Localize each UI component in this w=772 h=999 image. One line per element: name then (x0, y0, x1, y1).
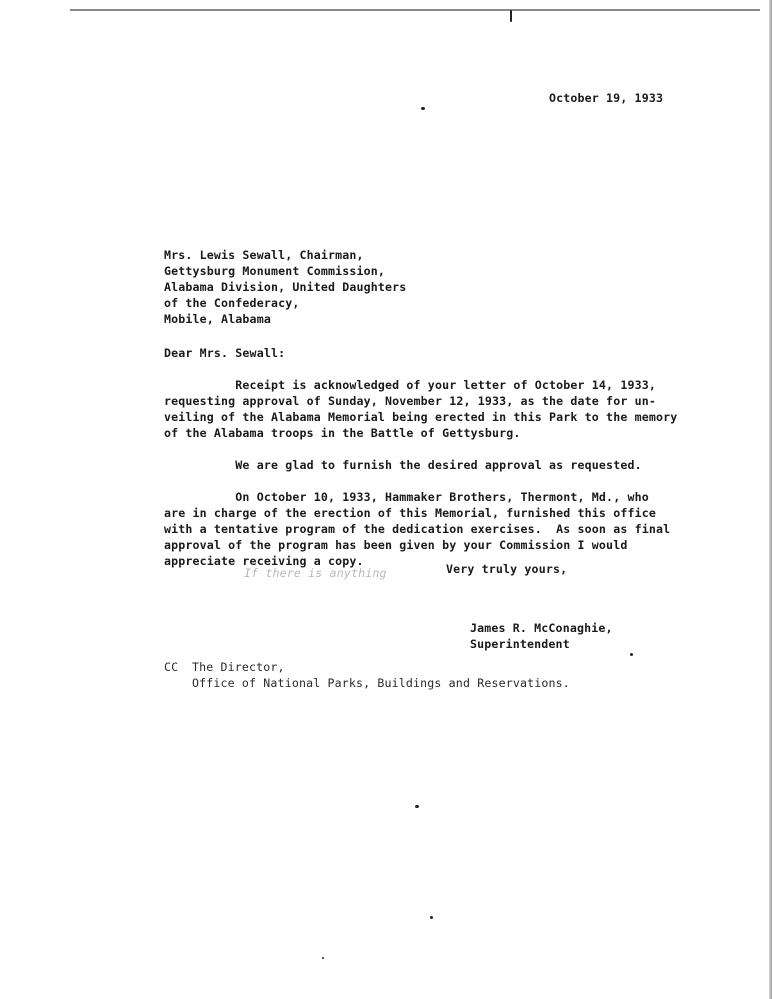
signer-title: Superintendent (470, 637, 570, 651)
scan-speck (510, 10, 512, 22)
scan-speck (421, 107, 425, 110)
salutation: Dear Mrs. Sewall: (164, 346, 286, 360)
body-line: Receipt is acknowledged of your letter of October 14, 1933, (164, 378, 656, 392)
body-line: are in charge of the erection of this Memorial, furnished this office (164, 506, 656, 520)
addressee-line: Gettysburg Monument Commission, (164, 264, 386, 278)
signer-name: James R. McConaghie, (470, 621, 613, 635)
body-line: approval of the program has been given by your Commission I would (164, 538, 628, 552)
page-edge-line (70, 9, 760, 11)
cc-line: The Director, (192, 660, 285, 674)
scan-speck (630, 653, 633, 656)
cc-label: CC (164, 660, 179, 674)
letter-date: October 19, 1933 (549, 91, 664, 105)
body-line: veiling of the Alabama Memorial being erected in this Park to the memory (164, 410, 678, 424)
body-line: requesting approval of Sunday, November 12, 1933, as the date for un- (164, 394, 656, 408)
scan-speck (415, 805, 419, 808)
addressee-line: of the Confederacy, (164, 296, 300, 310)
body-line: of the Alabama troops in the Battle of Gettysburg. (164, 426, 521, 440)
body-line: On October 10, 1933, Hammaker Brothers, Thermont, Md., who (164, 490, 649, 504)
addressee-line: Mobile, Alabama (164, 312, 271, 326)
show-through-text: If there is anything (244, 566, 387, 580)
addressee-line: Alabama Division, United Daughters (164, 280, 407, 294)
scan-speck (430, 916, 433, 919)
cc-line: Office of National Parks, Buildings and Reservations. (192, 676, 570, 690)
body-line: We are glad to furnish the desired approval as requested. (164, 458, 642, 472)
body-line: with a tentative program of the dedication exercises. As soon as final (164, 522, 671, 536)
body-line: appreciate receiving a copy. (164, 554, 364, 568)
addressee-line: Mrs. Lewis Sewall, Chairman, (164, 248, 364, 262)
scan-speck (322, 957, 324, 959)
closing: Very truly yours, (446, 562, 568, 576)
